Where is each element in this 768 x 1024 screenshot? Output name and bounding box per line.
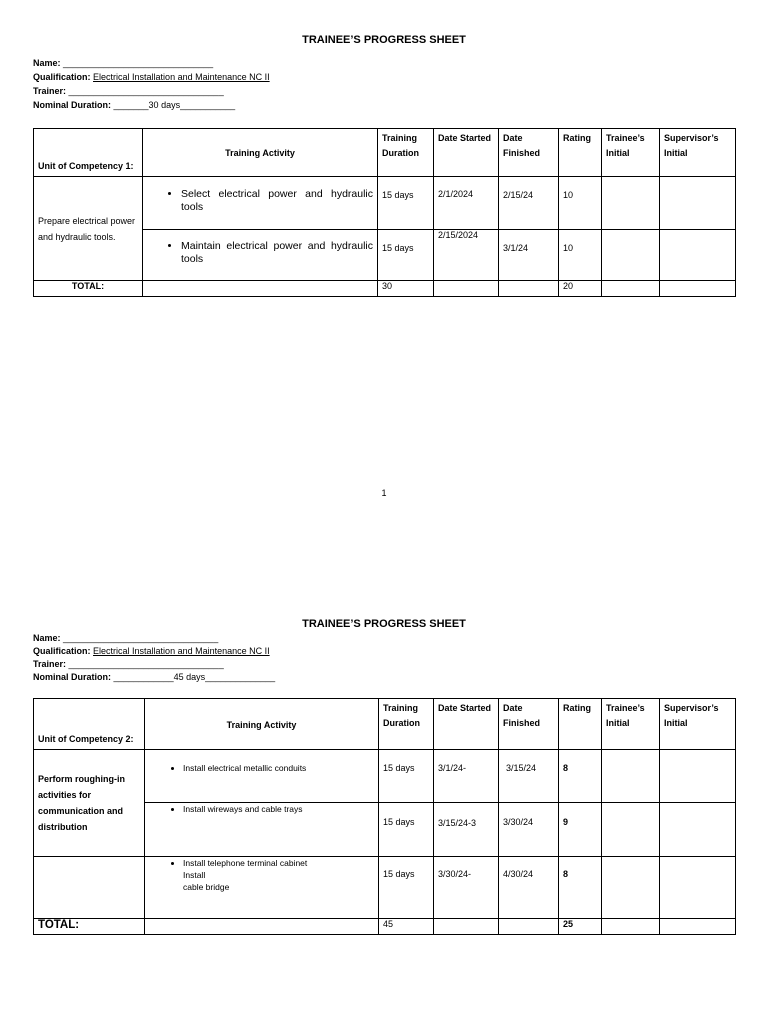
- header-activity: Training Activity: [143, 129, 378, 177]
- header-trainee-initial: Trainee’s Initial: [602, 699, 660, 750]
- header-duration: Training Duration: [378, 129, 434, 177]
- duration-cell: 15 days: [378, 230, 434, 281]
- header-row: [34, 699, 736, 750]
- activity-item: • Select electrical power and hydraulic tools: [181, 188, 373, 214]
- rating-cell: 10: [559, 230, 602, 281]
- header-unit: Unit of Competency 2:: [34, 699, 145, 750]
- duration-line: Nominal Duration: _______30 days___________: [33, 100, 236, 110]
- started-cell: 3/15/24-3: [434, 803, 499, 857]
- duration-value: ____________45 days______________: [113, 672, 276, 682]
- total-duration: 30: [378, 281, 434, 297]
- total-row: [34, 281, 736, 297]
- name-line: Name: ______________________________: [33, 58, 214, 68]
- qualification-value: Electrical Installation and Maintenance NC II: [93, 646, 270, 656]
- progress-table: [33, 128, 736, 297]
- header-finished: Date Finished: [499, 129, 559, 177]
- progress-table: [33, 698, 736, 935]
- qualification-line: Qualification: Electrical Installation and Maintenance NC II: [33, 72, 270, 82]
- total-row: [34, 919, 736, 935]
- activity-cell: [145, 803, 379, 857]
- header-supervisor-initial: Supervisor’s Initial: [660, 699, 736, 750]
- trainee-initial-cell: [602, 857, 660, 919]
- activity-cell: [143, 177, 378, 230]
- header-started: Date Started: [434, 129, 499, 177]
- header-finished: Date Finished: [499, 699, 559, 750]
- activity-cell: [143, 230, 378, 281]
- trainer-line: Trainer: _______________________________: [33, 86, 224, 96]
- total-duration: 45: [379, 919, 434, 935]
- rating-cell: 9: [559, 803, 602, 857]
- supervisor-initial-cell: [660, 230, 736, 281]
- unit-name: Prepare electrical power and hydraulic tools.: [34, 177, 143, 281]
- activity-cell: [145, 750, 379, 803]
- finished-cell: 4/30/24: [499, 857, 559, 919]
- trainee-initial-cell: [602, 750, 660, 803]
- trainee-initial-cell: [602, 230, 660, 281]
- rating-cell: 8: [559, 857, 602, 919]
- table-row: [34, 177, 736, 230]
- header-duration: Training Duration: [379, 699, 434, 750]
- total-rating: 25: [559, 919, 602, 935]
- name-line: Name: _______________________________: [33, 633, 219, 643]
- rating-cell: 10: [559, 177, 602, 230]
- name-value: _______________________________: [63, 633, 219, 643]
- activity-cell: [145, 857, 379, 919]
- trainee-info: [33, 632, 275, 684]
- header-trainee-initial: Trainee’s Initial: [602, 129, 660, 177]
- header-unit: Unit of Competency 1:: [34, 129, 143, 177]
- started-cell: 2/15/2024: [434, 230, 499, 281]
- finished-cell: 3/15/24: [499, 750, 559, 803]
- started-cell: 2/1/2024: [434, 177, 499, 230]
- total-label: TOTAL:: [34, 919, 145, 935]
- duration-cell: 15 days: [379, 803, 434, 857]
- trainee-info: [33, 56, 270, 112]
- header-row: [34, 129, 736, 177]
- rating-cell: 8: [559, 750, 602, 803]
- duration-cell: 15 days: [379, 857, 434, 919]
- qualification-value: Electrical Installation and Maintenance NC II: [93, 72, 270, 82]
- sheet-title: TRAINEE’S PROGRESS SHEET: [302, 618, 466, 630]
- trainer-value: _______________________________: [68, 86, 224, 96]
- name-value: ______________________________: [63, 58, 214, 68]
- activity-item: • Maintain electrical power and hydraulic tools: [181, 240, 373, 266]
- supervisor-initial-cell: [660, 750, 736, 803]
- supervisor-initial-cell: [660, 803, 736, 857]
- supervisor-initial-cell: [660, 857, 736, 919]
- duration-cell: 15 days: [378, 177, 434, 230]
- finished-cell: 2/15/24: [499, 177, 559, 230]
- page-number: 1: [381, 488, 387, 498]
- header-rating: Rating: [559, 129, 602, 177]
- started-cell: 3/30/24-: [434, 857, 499, 919]
- started-cell: 3/1/24-: [434, 750, 499, 803]
- sheet-title: TRAINEE’S PROGRESS SHEET: [302, 34, 466, 46]
- supervisor-initial-cell: [660, 177, 736, 230]
- header-started: Date Started: [434, 699, 499, 750]
- trainer-line: Trainer: _______________________________: [33, 659, 224, 669]
- header-activity: Training Activity: [145, 699, 379, 750]
- finished-cell: 3/30/24: [499, 803, 559, 857]
- duration-cell: 15 days: [379, 750, 434, 803]
- total-rating: 20: [559, 281, 602, 297]
- unit-name: Perform roughing-in activities for communication and distribution: [34, 750, 145, 857]
- trainee-initial-cell: [602, 177, 660, 230]
- activity-item: • Install electrical metallic conduits: [183, 762, 374, 774]
- trainee-initial-cell: [602, 803, 660, 857]
- header-supervisor-initial: Supervisor’s Initial: [660, 129, 736, 177]
- qualification-line: Qualification: Electrical Installation and Maintenance NC II: [33, 646, 270, 656]
- trainer-value: _______________________________: [68, 659, 224, 669]
- duration-value: _______30 days___________: [113, 100, 236, 110]
- table-row: [34, 857, 736, 919]
- finished-cell: 3/1/24: [499, 230, 559, 281]
- total-label: TOTAL:: [34, 281, 143, 297]
- table-row: [34, 750, 736, 803]
- duration-line: Nominal Duration: ____________45 days______________: [33, 672, 276, 682]
- header-rating: Rating: [559, 699, 602, 750]
- activity-item: • Install telephone terminal cabinet Install cable bridge: [183, 857, 374, 893]
- activity-item: • Install wireways and cable trays: [183, 803, 374, 815]
